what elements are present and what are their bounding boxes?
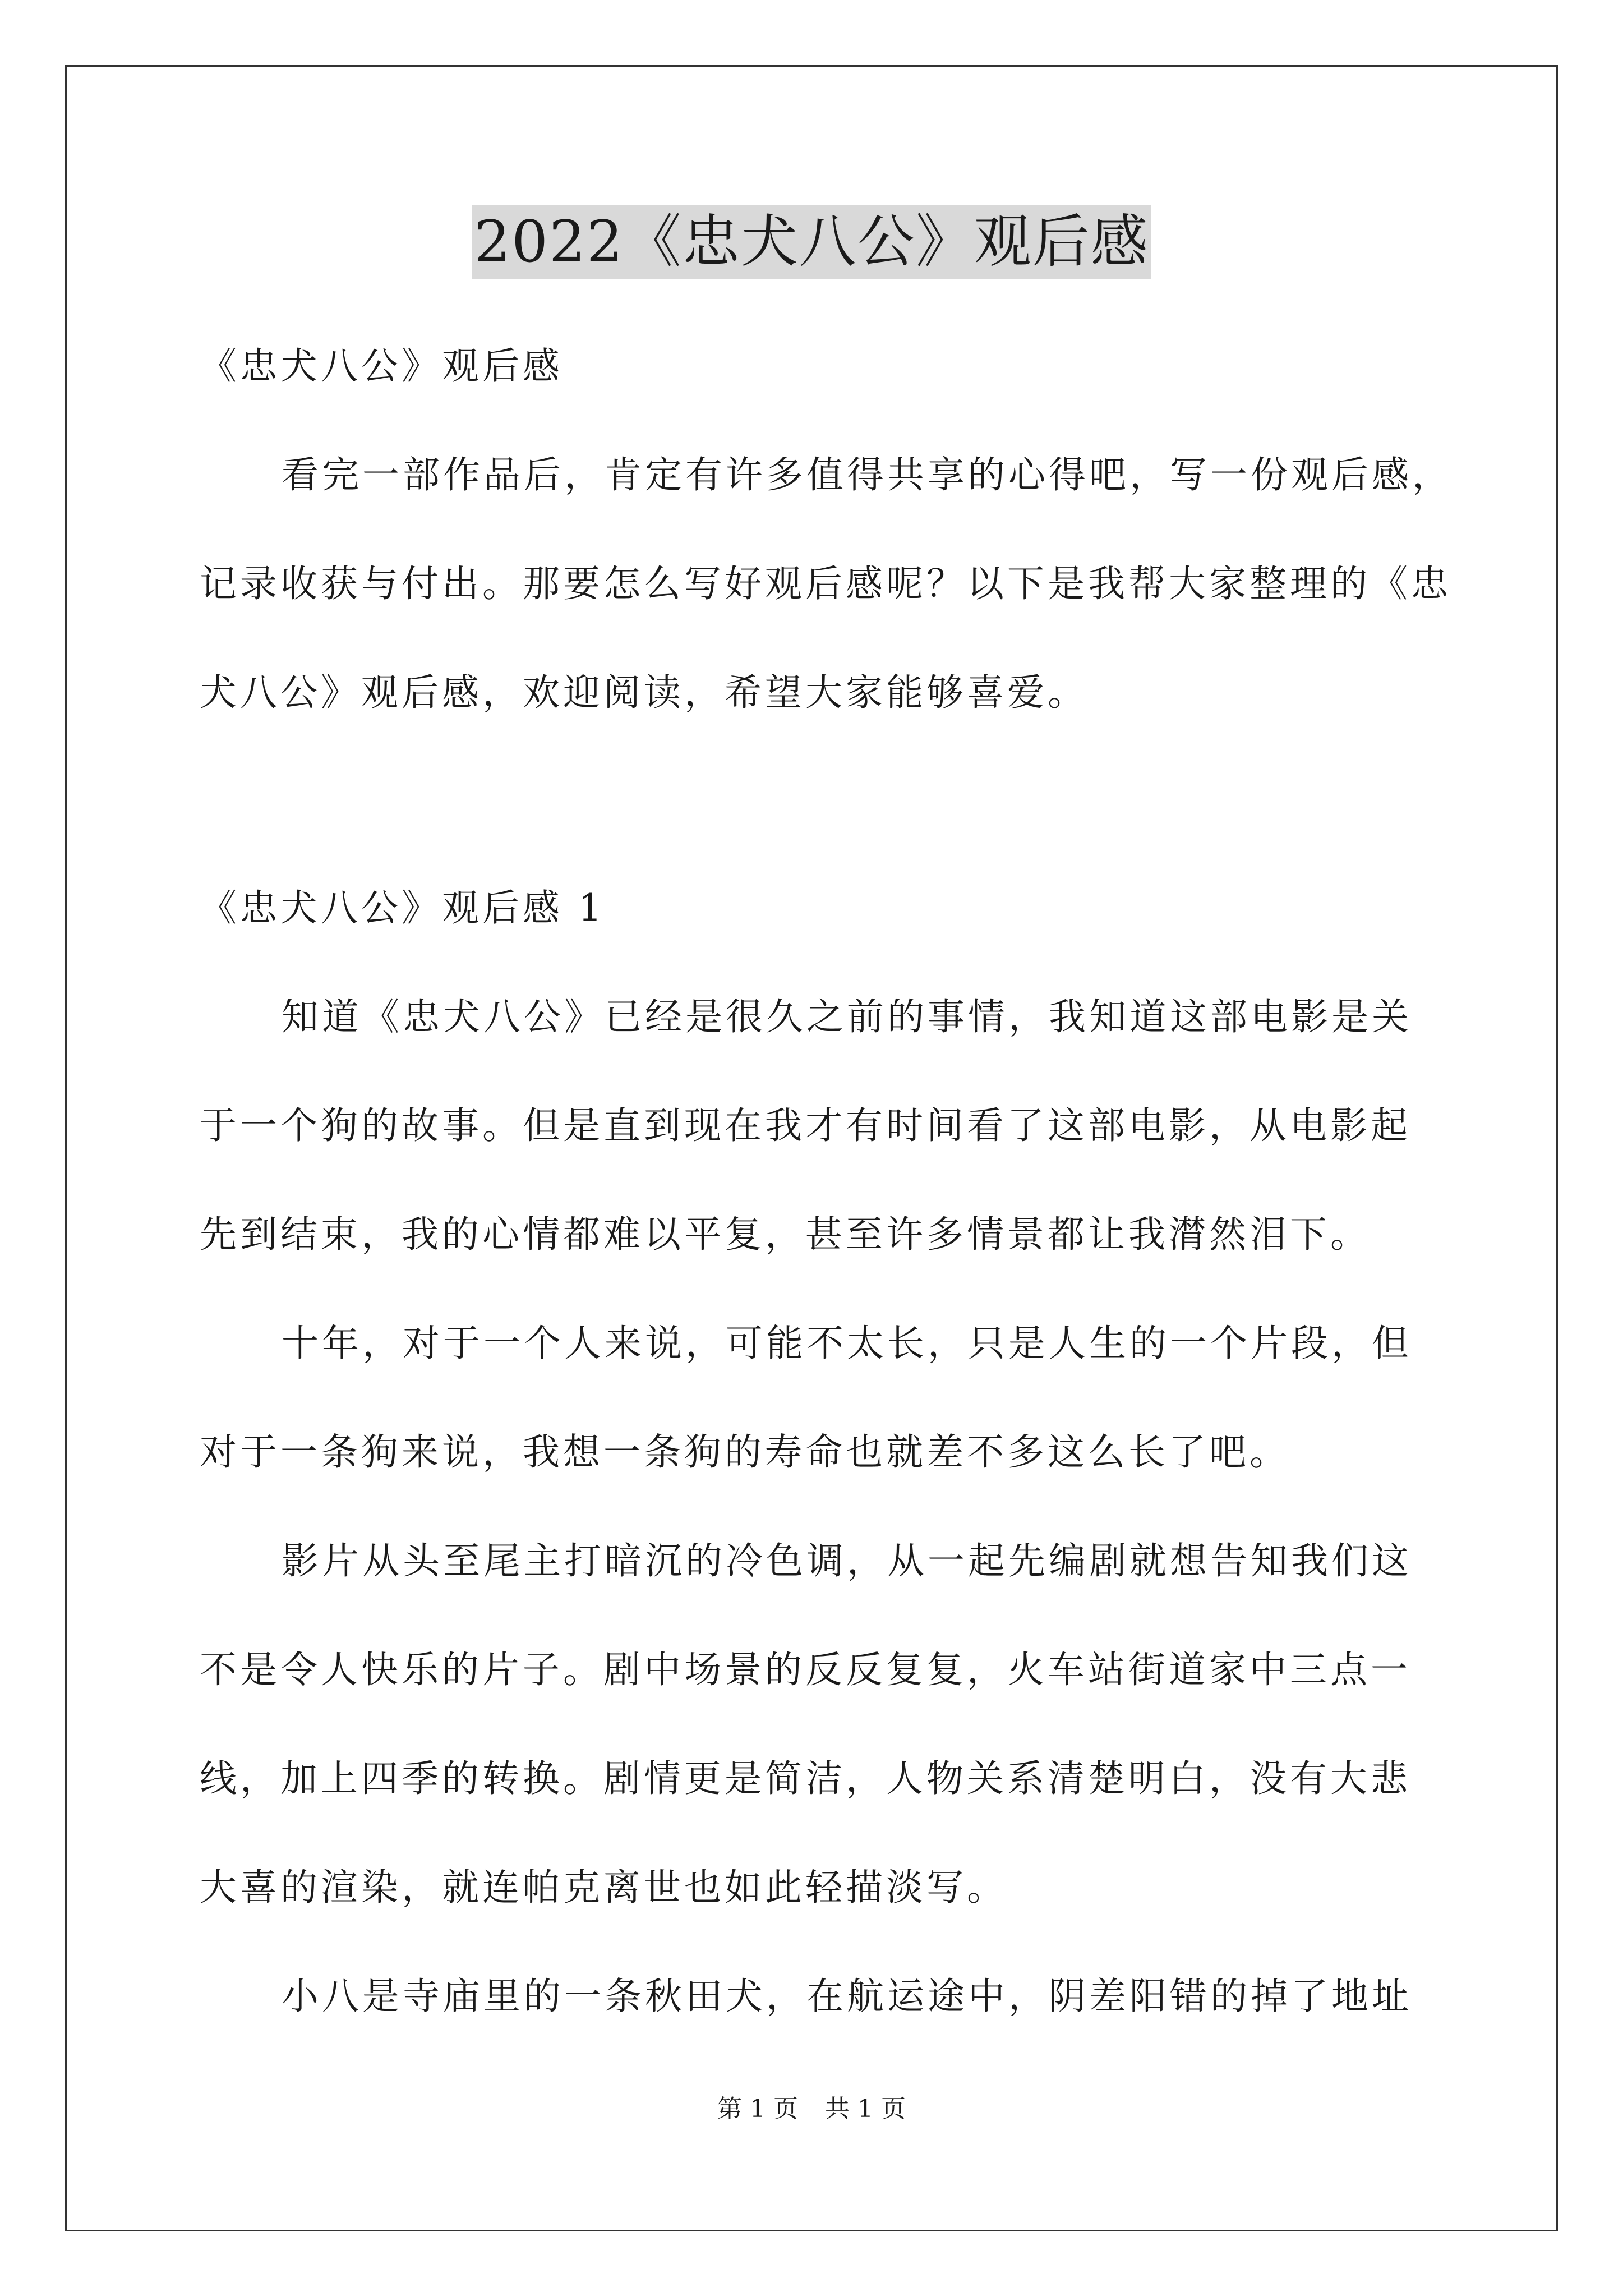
document-body: [200, 312, 1453, 2051]
title-container: [0, 205, 1623, 279]
paragraph-line: 影片从头至尾主打暗沉的冷色调，从一起先编剧就想告知我们这: [282, 1539, 1412, 1582]
intro-line: 看完一部作品后，肯定有许多值得共享的心得吧，写一份观后感，: [282, 453, 1453, 496]
paragraph-line: 小八是寺庙里的一条秋田犬，在航运途中，阴差阳错的掉了地址: [282, 1975, 1412, 2018]
paragraph-line: 知道《忠犬八公》已经是很久之前的事情，我知道这部电影是关: [282, 995, 1412, 1038]
paragraph-line: 于一个狗的故事。但是直到现在我才有时间看了这部电影，从电影起: [200, 1104, 1411, 1147]
paragraph-line: 大喜的渲染，就连帕克离世也如此轻描淡写。: [200, 1866, 1007, 1909]
paragraph-line: 对于一条狗来说，我想一条狗的寿命也就差不多这么长了吧。: [200, 1430, 1290, 1474]
paragraph-line: 线，加上四季的转换。剧情更是简洁，人物关系清楚明白，没有大悲: [200, 1757, 1411, 1800]
intro-heading: 《忠犬八公》观后感: [200, 344, 563, 388]
page-number: 第 1 页: [717, 2095, 798, 2123]
paragraph-line: 十年，对于一个人来说，可能不太长，只是人生的一个片段，但: [282, 1322, 1412, 1365]
section-gap: [200, 747, 1433, 854]
intro-line: 记录收获与付出。那要怎么写好观后感呢？以下是我帮大家整理的《忠: [200, 562, 1451, 605]
intro-line: 犬八公》观后感，欢迎阅读，希望大家能够喜爱。: [200, 671, 1088, 714]
paragraph-line: 先到结束，我的心情都难以平复，甚至许多情景都让我潸然泪下。: [200, 1213, 1371, 1256]
total-pages: 共 1 页: [825, 2095, 906, 2123]
paragraph-line: 不是令人快乐的片子。剧中场景的反反复复，火车站街道家中三点一: [200, 1648, 1411, 1691]
document-title: 2022《忠犬八公》观后感: [472, 205, 1151, 279]
page-footer: [0, 2092, 1623, 2126]
section-heading: 《忠犬八公》观后感 1: [200, 886, 605, 930]
